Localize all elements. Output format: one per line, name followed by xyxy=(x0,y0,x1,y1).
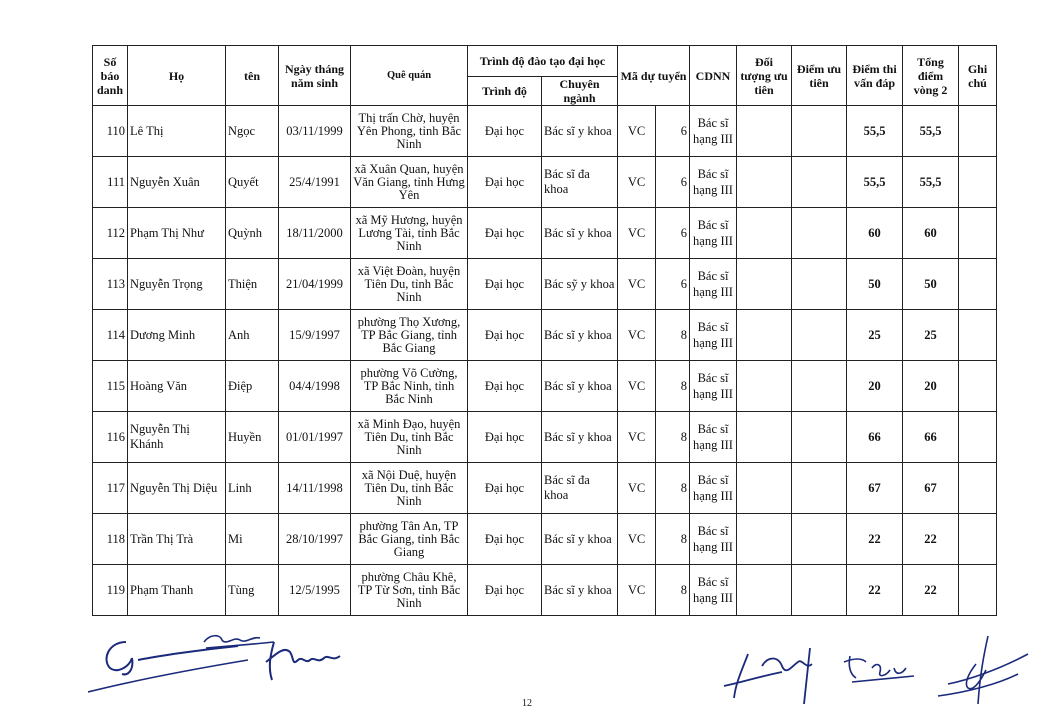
cell-ma-du-tuyen: VC xyxy=(618,259,656,310)
results-table xyxy=(92,45,997,616)
cell-ma-du-tuyen: VC xyxy=(618,463,656,514)
cell-cdnn: Bác sĩ hạng III xyxy=(690,463,737,514)
header-que-quan: Quê quán xyxy=(351,46,468,106)
cell-chuyen-nganh: Bác sỹ y khoa xyxy=(542,259,618,310)
cell-ngay-sinh: 28/10/1997 xyxy=(279,514,351,565)
cell-ghi-chu xyxy=(959,463,997,514)
cell-que-quan: Thị trấn Chờ, huyện Yên Phong, tỉnh Bắc Ninh xyxy=(351,106,468,157)
cell-diem-thi: 55,5 xyxy=(847,106,903,157)
header-sbd: Số báo danh xyxy=(93,46,128,106)
cell-ho: Lê Thị xyxy=(128,106,226,157)
cell-ten: Linh xyxy=(226,463,279,514)
cell-doi-tuong xyxy=(737,157,792,208)
cell-diem-thi: 66 xyxy=(847,412,903,463)
cell-tong-diem: 25 xyxy=(903,310,959,361)
cell-ghi-chu xyxy=(959,412,997,463)
cell-que-quan: xã Minh Đạo, huyện Tiên Du, tỉnh Bắc Ninh xyxy=(351,412,468,463)
cell-trinh-do: Đại học xyxy=(468,310,542,361)
table-row xyxy=(93,361,997,412)
cell-diem-uu-tien xyxy=(792,157,847,208)
cell-sbd: 119 xyxy=(93,565,128,616)
cell-ngay-sinh: 12/5/1995 xyxy=(279,565,351,616)
cell-ma-du-tuyen: VC xyxy=(618,106,656,157)
cell-ma-du-tuyen: VC xyxy=(618,310,656,361)
cell-ghi-chu xyxy=(959,106,997,157)
cell-que-quan: xã Việt Đoàn, huyện Tiên Du, tỉnh Bắc Ninh xyxy=(351,259,468,310)
cell-sbd: 111 xyxy=(93,157,128,208)
cell-diem-uu-tien xyxy=(792,208,847,259)
cell-so-du-tuyen: 8 xyxy=(656,463,690,514)
cell-so-du-tuyen: 8 xyxy=(656,565,690,616)
cell-tong-diem: 22 xyxy=(903,514,959,565)
cell-chuyen-nganh: Bác sĩ y khoa xyxy=(542,208,618,259)
cell-ten: Điệp xyxy=(226,361,279,412)
cell-ma-du-tuyen: VC xyxy=(618,361,656,412)
cell-diem-thi: 67 xyxy=(847,463,903,514)
cell-doi-tuong xyxy=(737,259,792,310)
cell-ten: Thiện xyxy=(226,259,279,310)
cell-chuyen-nganh: Bác sĩ y khoa xyxy=(542,412,618,463)
cell-trinh-do: Đại học xyxy=(468,157,542,208)
header-ho: Họ xyxy=(128,46,226,106)
cell-trinh-do: Đại học xyxy=(468,412,542,463)
cell-ngay-sinh: 04/4/1998 xyxy=(279,361,351,412)
cell-diem-uu-tien xyxy=(792,463,847,514)
cell-diem-thi: 22 xyxy=(847,514,903,565)
cell-sbd: 110 xyxy=(93,106,128,157)
cell-ghi-chu xyxy=(959,208,997,259)
cell-ten: Anh xyxy=(226,310,279,361)
cell-so-du-tuyen: 6 xyxy=(656,157,690,208)
table-row xyxy=(93,208,997,259)
cell-ten: Ngọc xyxy=(226,106,279,157)
cell-ngay-sinh: 01/01/1997 xyxy=(279,412,351,463)
cell-trinh-do: Đại học xyxy=(468,463,542,514)
cell-so-du-tuyen: 6 xyxy=(656,208,690,259)
cell-sbd: 115 xyxy=(93,361,128,412)
cell-ho: Phạm Thị Như xyxy=(128,208,226,259)
cell-ghi-chu xyxy=(959,310,997,361)
cell-so-du-tuyen: 8 xyxy=(656,412,690,463)
cell-so-du-tuyen: 6 xyxy=(656,259,690,310)
cell-diem-thi: 50 xyxy=(847,259,903,310)
cell-ghi-chu xyxy=(959,259,997,310)
cell-ngay-sinh: 03/11/1999 xyxy=(279,106,351,157)
cell-trinh-do: Đại học xyxy=(468,259,542,310)
cell-ho: Nguyễn Thị Diệu xyxy=(128,463,226,514)
cell-tong-diem: 67 xyxy=(903,463,959,514)
cell-diem-thi: 55,5 xyxy=(847,157,903,208)
cell-doi-tuong xyxy=(737,514,792,565)
cell-que-quan: phường Tân An, TP Bắc Giang, tỉnh Bắc Giang xyxy=(351,514,468,565)
cell-sbd: 114 xyxy=(93,310,128,361)
cell-ho: Nguyễn Trọng xyxy=(128,259,226,310)
cell-cdnn: Bác sĩ hạng III xyxy=(690,514,737,565)
cell-ma-du-tuyen: VC xyxy=(618,157,656,208)
cell-diem-thi: 60 xyxy=(847,208,903,259)
cell-ghi-chu xyxy=(959,361,997,412)
cell-tong-diem: 55,5 xyxy=(903,157,959,208)
page-number: 12 xyxy=(522,698,532,709)
cell-ho: Dương Minh xyxy=(128,310,226,361)
header-row xyxy=(93,46,997,77)
cell-que-quan: phường Võ Cường, TP Bắc Ninh, tỉnh Bắc Ninh xyxy=(351,361,468,412)
cell-ngay-sinh: 18/11/2000 xyxy=(279,208,351,259)
cell-sbd: 117 xyxy=(93,463,128,514)
cell-ma-du-tuyen: VC xyxy=(618,514,656,565)
cell-trinh-do: Đại học xyxy=(468,106,542,157)
cell-tong-diem: 66 xyxy=(903,412,959,463)
table-row xyxy=(93,514,997,565)
cell-chuyen-nganh: Bác sĩ y khoa xyxy=(542,565,618,616)
cell-que-quan: xã Xuân Quan, huyện Văn Giang, tỉnh Hưng Yên xyxy=(351,157,468,208)
cell-diem-uu-tien xyxy=(792,565,847,616)
cell-doi-tuong xyxy=(737,463,792,514)
cell-diem-uu-tien xyxy=(792,106,847,157)
cell-ho: Nguyễn Xuân xyxy=(128,157,226,208)
table-row xyxy=(93,463,997,514)
cell-cdnn: Bác sĩ hạng III xyxy=(690,565,737,616)
cell-ghi-chu xyxy=(959,514,997,565)
cell-ma-du-tuyen: VC xyxy=(618,565,656,616)
cell-cdnn: Bác sĩ hạng III xyxy=(690,157,737,208)
cell-cdnn: Bác sĩ hạng III xyxy=(690,361,737,412)
cell-que-quan: phường Thọ Xương, TP Bắc Giang, tỉnh Bắc Giang xyxy=(351,310,468,361)
cell-ho: Trần Thị Trà xyxy=(128,514,226,565)
cell-so-du-tuyen: 8 xyxy=(656,310,690,361)
cell-diem-uu-tien xyxy=(792,514,847,565)
cell-sbd: 116 xyxy=(93,412,128,463)
cell-ngay-sinh: 15/9/1997 xyxy=(279,310,351,361)
cell-chuyen-nganh: Bác sĩ y khoa xyxy=(542,310,618,361)
cell-diem-thi: 25 xyxy=(847,310,903,361)
cell-ma-du-tuyen: VC xyxy=(618,208,656,259)
signature-3 xyxy=(262,636,362,686)
cell-que-quan: xã Nội Duệ, huyện Tiên Du, tỉnh Bắc Ninh xyxy=(351,463,468,514)
cell-que-quan: phường Châu Khê, TP Từ Sơn, tỉnh Bắc Ninh xyxy=(351,565,468,616)
cell-sbd: 112 xyxy=(93,208,128,259)
cell-trinh-do: Đại học xyxy=(468,514,542,565)
cell-ho: Hoàng Văn xyxy=(128,361,226,412)
header-ghi-chu: Ghi chú xyxy=(959,46,997,106)
cell-so-du-tuyen: 6 xyxy=(656,106,690,157)
cell-ten: Mi xyxy=(226,514,279,565)
header-doi-tuong: Đối tượng ưu tiên xyxy=(737,46,792,106)
cell-ngay-sinh: 21/04/1999 xyxy=(279,259,351,310)
cell-diem-uu-tien xyxy=(792,310,847,361)
table-row xyxy=(93,565,997,616)
cell-diem-uu-tien xyxy=(792,259,847,310)
cell-ghi-chu xyxy=(959,565,997,616)
cell-cdnn: Bác sĩ hạng III xyxy=(690,310,737,361)
header-trinh-do-group: Trình độ đào tạo đại học xyxy=(468,46,618,77)
cell-tong-diem: 60 xyxy=(903,208,959,259)
cell-doi-tuong xyxy=(737,310,792,361)
cell-sbd: 113 xyxy=(93,259,128,310)
cell-chuyen-nganh: Bác sĩ y khoa xyxy=(542,106,618,157)
cell-ho: Nguyễn Thị Khánh xyxy=(128,412,226,463)
cell-sbd: 118 xyxy=(93,514,128,565)
cell-diem-uu-tien xyxy=(792,361,847,412)
table-row xyxy=(93,259,997,310)
cell-so-du-tuyen: 8 xyxy=(656,361,690,412)
cell-cdnn: Bác sĩ hạng III xyxy=(690,208,737,259)
cell-diem-thi: 22 xyxy=(847,565,903,616)
cell-cdnn: Bác sĩ hạng III xyxy=(690,106,737,157)
cell-tong-diem: 50 xyxy=(903,259,959,310)
cell-chuyen-nganh: Bác sĩ đa khoa xyxy=(542,463,618,514)
cell-ten: Tùng xyxy=(226,565,279,616)
cell-doi-tuong xyxy=(737,361,792,412)
cell-chuyen-nganh: Bác sĩ y khoa xyxy=(542,514,618,565)
signature-4 xyxy=(722,646,842,706)
cell-chuyen-nganh: Bác sĩ y khoa xyxy=(542,361,618,412)
cell-diem-uu-tien xyxy=(792,412,847,463)
cell-doi-tuong xyxy=(737,208,792,259)
cell-ho: Phạm Thanh xyxy=(128,565,226,616)
header-chuyen-nganh: Chuyên ngành xyxy=(542,77,618,106)
cell-doi-tuong xyxy=(737,565,792,616)
cell-que-quan: xã Mỹ Hương, huyện Lương Tài, tỉnh Bắc Ninh xyxy=(351,208,468,259)
cell-diem-thi: 20 xyxy=(847,361,903,412)
cell-doi-tuong xyxy=(737,106,792,157)
cell-tong-diem: 22 xyxy=(903,565,959,616)
header-ten: tên xyxy=(226,46,279,106)
header-cdnn: CDNN xyxy=(690,46,737,106)
table-row xyxy=(93,310,997,361)
cell-ma-du-tuyen: VC xyxy=(618,412,656,463)
header-tong-diem: Tổng điểm vòng 2 xyxy=(903,46,959,106)
cell-ghi-chu xyxy=(959,157,997,208)
cell-so-du-tuyen: 8 xyxy=(656,514,690,565)
cell-cdnn: Bác sĩ hạng III xyxy=(690,412,737,463)
cell-ten: Huyền xyxy=(226,412,279,463)
table-row xyxy=(93,106,997,157)
table-row xyxy=(93,412,997,463)
header-ngay-sinh: Ngày tháng năm sinh xyxy=(279,46,351,106)
cell-tong-diem: 55,5 xyxy=(903,106,959,157)
header-ma-du-tuyen: Mã dự tuyển xyxy=(618,46,690,106)
cell-ten: Quyết xyxy=(226,157,279,208)
cell-trinh-do: Đại học xyxy=(468,565,542,616)
signature-5 xyxy=(842,648,922,688)
cell-doi-tuong xyxy=(737,412,792,463)
cell-tong-diem: 20 xyxy=(903,361,959,412)
table-row xyxy=(93,157,997,208)
header-trinh-do: Trình độ xyxy=(468,77,542,106)
cell-chuyen-nganh: Bác sĩ đa khoa xyxy=(542,157,618,208)
cell-ngay-sinh: 14/11/1998 xyxy=(279,463,351,514)
cell-ngay-sinh: 25/4/1991 xyxy=(279,157,351,208)
header-diem-thi: Điểm thi vấn đáp xyxy=(847,46,903,106)
cell-cdnn: Bác sĩ hạng III xyxy=(690,259,737,310)
cell-ten: Quỳnh xyxy=(226,208,279,259)
cell-trinh-do: Đại học xyxy=(468,208,542,259)
header-diem-uu-tien: Điểm ưu tiên xyxy=(792,46,847,106)
cell-trinh-do: Đại học xyxy=(468,361,542,412)
